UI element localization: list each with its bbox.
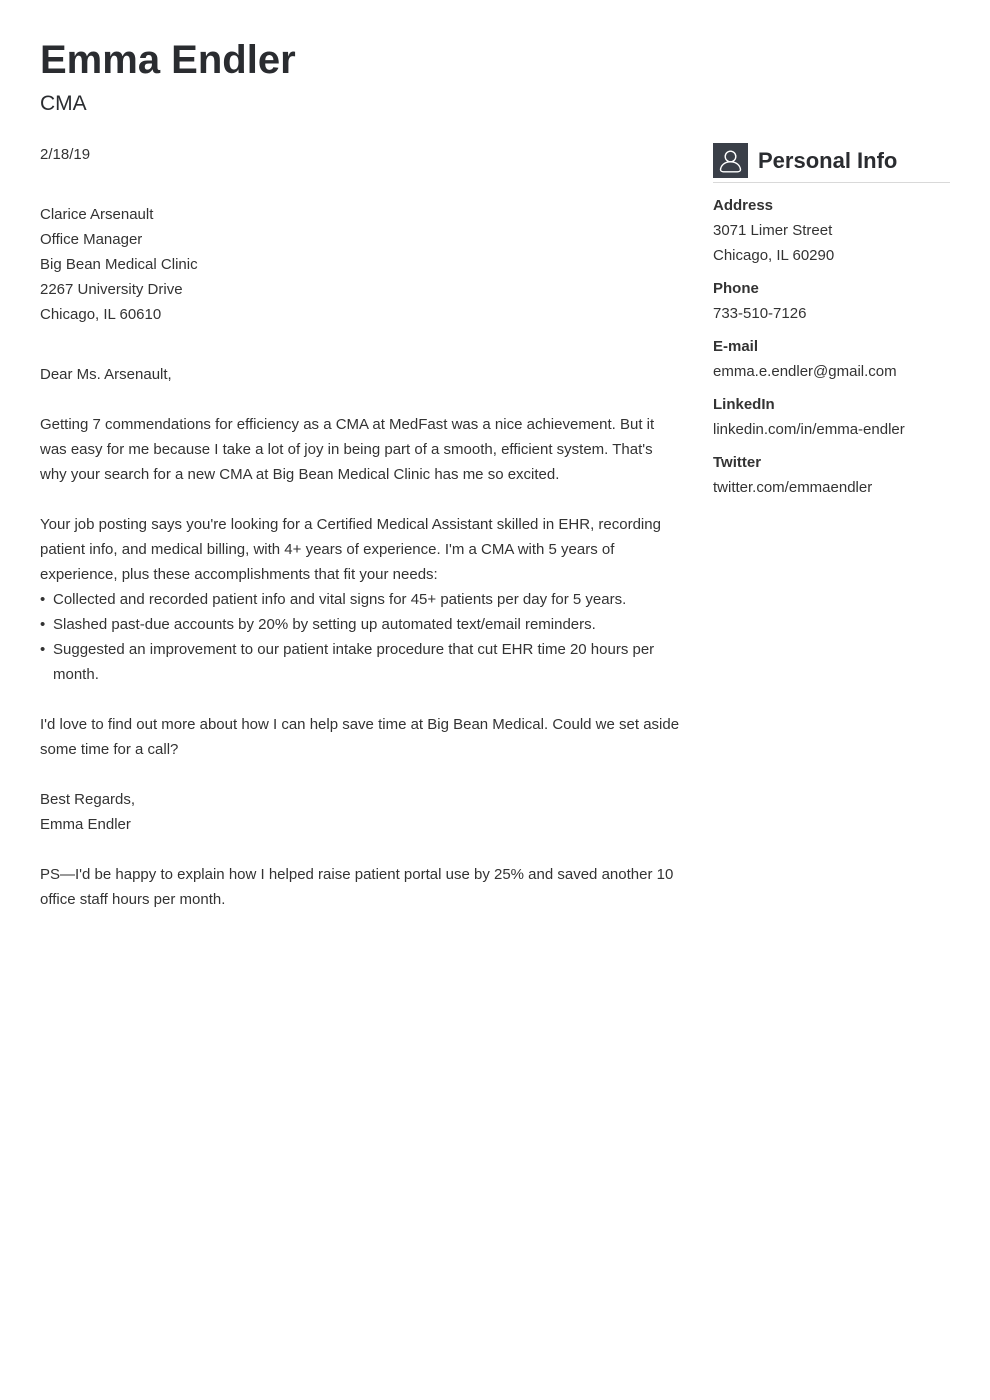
postscript: PS—I'd be happy to explain how I helped raise patient portal use by 25% and saved another 10 office staff hours per month.	[40, 866, 674, 908]
recipient-city: Chicago, IL 60610	[40, 306, 162, 323]
personal-info-sidebar	[713, 143, 950, 508]
linkedin-label: LinkedIn	[713, 396, 775, 413]
linkedin-value: linkedin.com/in/emma-endler	[713, 421, 905, 438]
address-label: Address	[713, 197, 774, 214]
recipient-block	[40, 202, 680, 327]
email-value: emma.e.endler@gmail.com	[713, 363, 897, 380]
contact-details	[713, 193, 950, 500]
twitter-item	[713, 450, 950, 500]
spacer	[40, 487, 680, 512]
spacer	[40, 167, 680, 192]
applicant-title: CMA	[40, 92, 87, 115]
salutation: Dear Ms. Arsenault,	[40, 366, 172, 383]
spacer	[40, 837, 680, 862]
list-item: • Collected and recorded patient info and vital signs for 45+ patients per day for 5 years.	[40, 587, 680, 612]
person-icon	[713, 143, 748, 178]
signature: Emma Endler	[40, 816, 131, 833]
paragraph-qualifications: Your job posting says you're looking for a Certified Medical Assistant skilled in EHR, recording patient info, and medical billing, with 4+ years of experience. I'm a CMA with 5 years of experience, plus these accomplishments that fit your needs:	[40, 516, 661, 583]
recipient-name: Clarice Arsenault	[40, 206, 154, 223]
address-item	[713, 193, 950, 268]
paragraph-opening: Getting 7 commendations for efficiency as a CMA at MedFast was a nice achievement. But it was easy for me because I take a lot of joy in being part of a smooth, efficient system. That's why your search for a new CMA at Big Bean Medical Clinic has me so excited.	[40, 416, 655, 483]
paragraph-call-to-action: I'd love to find out more about how I can help save time at Big Bean Medical. Could we set aside some time for a call?	[40, 716, 680, 758]
applicant-name: Emma Endler	[40, 38, 296, 82]
recipient-position: Office Manager	[40, 231, 143, 248]
twitter-label: Twitter	[713, 454, 762, 471]
phone-value: 733-510-7126	[713, 305, 807, 322]
address-line-2: Chicago, IL 60290	[713, 247, 835, 264]
phone-item	[713, 276, 950, 326]
recipient-company: Big Bean Medical Clinic	[40, 256, 198, 273]
closing: Best Regards,	[40, 791, 136, 808]
spacer	[40, 327, 680, 362]
address-line-1: 3071 Limer Street	[713, 222, 833, 239]
accomplishments-list	[40, 587, 680, 687]
phone-label: Phone	[713, 280, 759, 297]
spacer	[40, 762, 680, 787]
recipient-street: 2267 University Drive	[40, 281, 183, 298]
letter-date: 2/18/19	[40, 146, 91, 163]
email-label: E-mail	[713, 338, 759, 355]
spacer	[40, 687, 680, 712]
twitter-value: twitter.com/emmaendler	[713, 479, 873, 496]
letter-body	[40, 142, 680, 912]
spacer	[40, 387, 680, 412]
email-item	[713, 334, 950, 384]
personal-info-header	[713, 143, 950, 183]
list-item: • Suggested an improvement to our patient intake procedure that cut EHR time 20 hours per month.	[40, 637, 680, 687]
list-item: • Slashed past-due accounts by 20% by setting up automated text/email reminders.	[40, 612, 680, 637]
personal-info-heading: Personal Info	[758, 147, 898, 173]
spacer	[40, 192, 680, 202]
linkedin-item	[713, 392, 950, 442]
person-icon-graphic	[717, 147, 744, 174]
